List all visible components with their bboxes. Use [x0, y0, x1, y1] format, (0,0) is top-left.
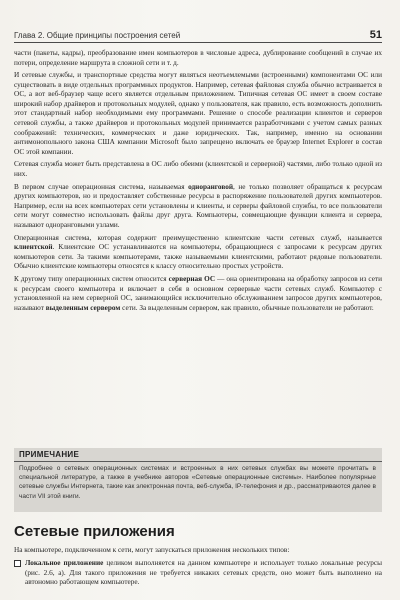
paragraph-4 — [14, 183, 382, 231]
paragraph-6 — [14, 275, 382, 313]
paragraph-6-start: К другому типу операционных систем относится — [14, 274, 169, 283]
paragraph-5 — [14, 234, 382, 272]
term-peer-to-peer: одноранговой — [188, 182, 234, 191]
paragraph-1: части (пакеты, кадры), преобразование имен компьютеров в числовые адреса, дублирование сообщений в случае их потери, определение маршрута в сложной сети и т. д. — [14, 49, 382, 67]
paragraph-4-end: , не только позволяет обращаться к ресурсам других компьютеров, но и предоставляет собственные ресурсы в распоряжение пользователей других компьютеров. Например, если на всех компьютерах сети установлены и клиенты, и серверы файловой службы, то все пользователи сети могут совместно использовать файлы друг друга. Компьютеры, совмещающие функции клиента и сервера, называют одноранговыми узлами. — [14, 182, 382, 229]
bullet-item-local-app — [14, 559, 382, 588]
note-box — [14, 448, 382, 512]
section-intro: На компьютере, подключенном к сети, могут запускаться приложения нескольких типов: — [14, 546, 290, 554]
paragraph-5-start: Операционная система, которая содержит преимущественно клиентские части сетевых служб, называется — [14, 233, 382, 242]
note-header — [14, 448, 382, 462]
term-dedicated-server: выделенным сервером — [45, 303, 121, 312]
body-text — [14, 49, 382, 316]
page-number: 51 — [369, 29, 382, 41]
note-text: Подробнее о сетевых операционных системах и встроенных в них сетевых службах вы можете прочитать в специальной литературе, а также в учебнике авторов «Сетевые операционные системы». Наиболее популярные сетевые службы Интернета, такие как электронная почта, веб-служба, IP-телефония и др., рассматриваются далее в части VII этой книги. — [19, 465, 376, 500]
paragraph-5-end: . Клиентские ОС устанавливаются на компьютеры, обращающиеся с запросами к ресурсам других компьютеров сети. За такими компьютерами, также называемыми клиентскими, работают рядовые пользователи. Обычно клиентские компьютеры относятся к классу относительно простых устройств. — [14, 243, 382, 271]
bullet-text — [25, 559, 382, 588]
term-server-os: серверная ОС — [168, 274, 216, 283]
paragraph-3: Сетевая служба может быть представлена в ОС либо обеими (клиентской и серверной) частями, либо только одной из них. — [14, 160, 382, 178]
bullet-description: целиком выполняется на данном компьютере и использует только локальные ресурсы (рис. 2.6, а). Для такого приложения не требуется никаких сетевых средств, оно может быть выполнено на автономно работающем компьютере. — [25, 559, 382, 587]
note-title: ПРИМЕЧАНИЕ — [19, 450, 80, 459]
term-client: клиентской — [14, 243, 53, 252]
running-head — [14, 26, 382, 43]
square-bullet-icon — [14, 560, 21, 567]
section-heading: Сетевые приложения — [14, 523, 175, 540]
paragraph-6-middle: — она ориентирована на обработку запросов из сети к ресурсам своего компьютера и включает в себя в основном серверные части сетевых служб. Компьютер с установленной на нем серверной ОС, занимающийся исключительно обслуживанием запросов других компьютеров, называют — [14, 274, 382, 312]
paragraph-6-end: сети. За выделенным сервером, как правило, обычные пользователи не работают. — [120, 303, 374, 312]
chapter-title: Глава 2. Общие принципы построения сетей — [14, 31, 181, 40]
paragraph-4-start: В первом случае операционная система, называемая — [14, 182, 189, 191]
term-local-application: Локальное приложение — [25, 559, 104, 567]
paragraph-2: И сетевые службы, и транспортные средства могут являться неотъемлемыми (встроенными) компонентами ОС или существовать в виде отдельных программных продуктов. Например, сетевая файловая служба обычно встраивается в ОС, а вот веб-браузер чаще всего является отдельным приложением. Типичная сетевая ОС имеет в своем составе широкий набор драйверов и протокольных модулей, однако у пользователя, как правило, есть возможность дополнить этот стандартный набор необходимыми ему программами. Решение о способе реализации клиентов и серверов сетевой службы, а также драйверов и протокольных модулей принимается разработчиками с учетом самых разных соображений: технических, коммерческих и даже юридических. Так, например, именно на основании антимонопольного закона США компании Microsoft было запрещено включать ее браузер Internet Explorer в состав ОС этой компании. — [14, 71, 382, 156]
